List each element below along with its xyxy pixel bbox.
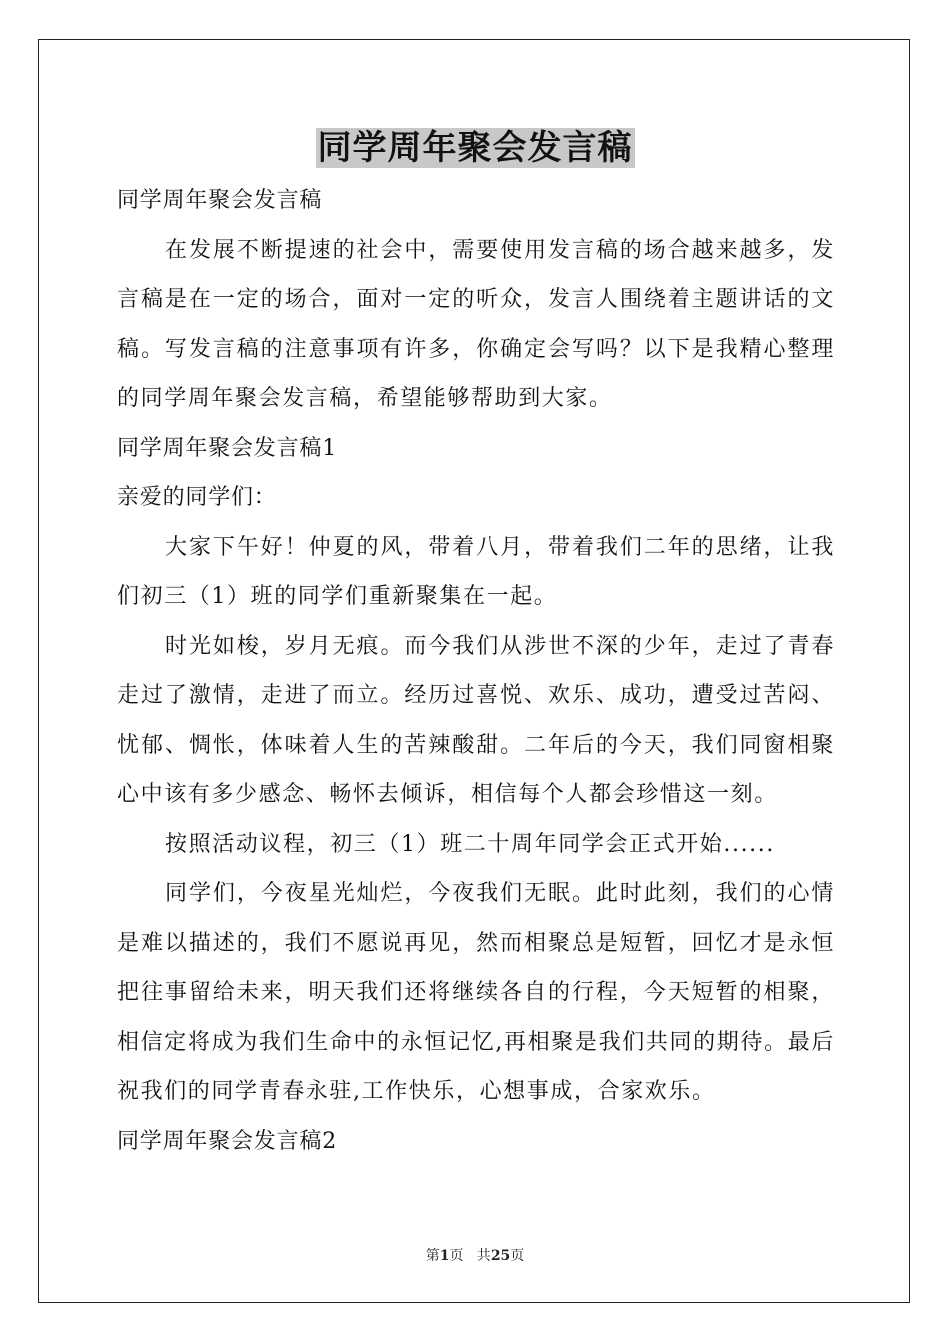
paragraph-greeting: 大家下午好！仲夏的风，带着八月，带着我们二年的思绪，让我们初三（1）班的同学们重新聚集在一起。 bbox=[117, 534, 835, 609]
paragraph-subtitle: 同学周年聚会发言稿 bbox=[117, 188, 323, 213]
document-title bbox=[0, 124, 950, 172]
footer-suffix: 页 bbox=[510, 1248, 525, 1264]
section-heading-2: 同学周年聚会发言稿2 bbox=[117, 1128, 337, 1154]
paragraph-intro: 在发展不断提速的社会中，需要使用发言稿的场合越来越多，发言稿是在一定的场合，面对一定的听众，发言人围绕着主题讲话的文稿。写发言稿的注意事项有许多，你确定会写吗？以下是我精心整理的同学周年聚会发言稿，希望能够帮助到大家。 bbox=[117, 237, 835, 411]
footer-prefix: 第 bbox=[425, 1248, 440, 1264]
salutation: 亲爱的同学们： bbox=[117, 485, 277, 510]
page-footer bbox=[0, 1246, 950, 1266]
footer-mid: 页 共 bbox=[449, 1248, 491, 1264]
document-body bbox=[117, 176, 835, 1166]
section-heading-1: 同学周年聚会发言稿1 bbox=[117, 435, 337, 461]
footer-page-number: 1 bbox=[439, 1248, 450, 1264]
document-title-text: 同学周年聚会发言稿 bbox=[317, 128, 633, 168]
footer-total-pages: 25 bbox=[490, 1248, 511, 1264]
paragraph-agenda: 按照活动议程，初三（1）班二十周年同学会正式开始...... bbox=[165, 831, 775, 857]
paragraph-time: 时光如梭，岁月无痕。而今我们从涉世不深的少年，走过了青春走过了激情，走进了而立。经历过喜悦、欢乐、成功，遭受过苦闷、忧郁、惆怅，体味着人生的苦辣酸甜。二年后的今天，我们同窗相聚心中该有多少感念、畅怀去倾诉，相信每个人都会珍惜这一刻。 bbox=[117, 633, 835, 807]
paragraph-closing: 同学们，今夜星光灿烂，今夜我们无眠。此时此刻，我们的心情是难以描述的，我们不愿说再见，然而相聚总是短暂，回忆才是永恒把往事留给未来，明天我们还将继续各自的行程，今天短暂的相聚，相信定将成为我们生命中的永恒记忆,再相聚是我们共同的期待。最后祝我们的同学青春永驻,工作快乐，心想事成，合家欢乐。 bbox=[117, 881, 835, 1104]
